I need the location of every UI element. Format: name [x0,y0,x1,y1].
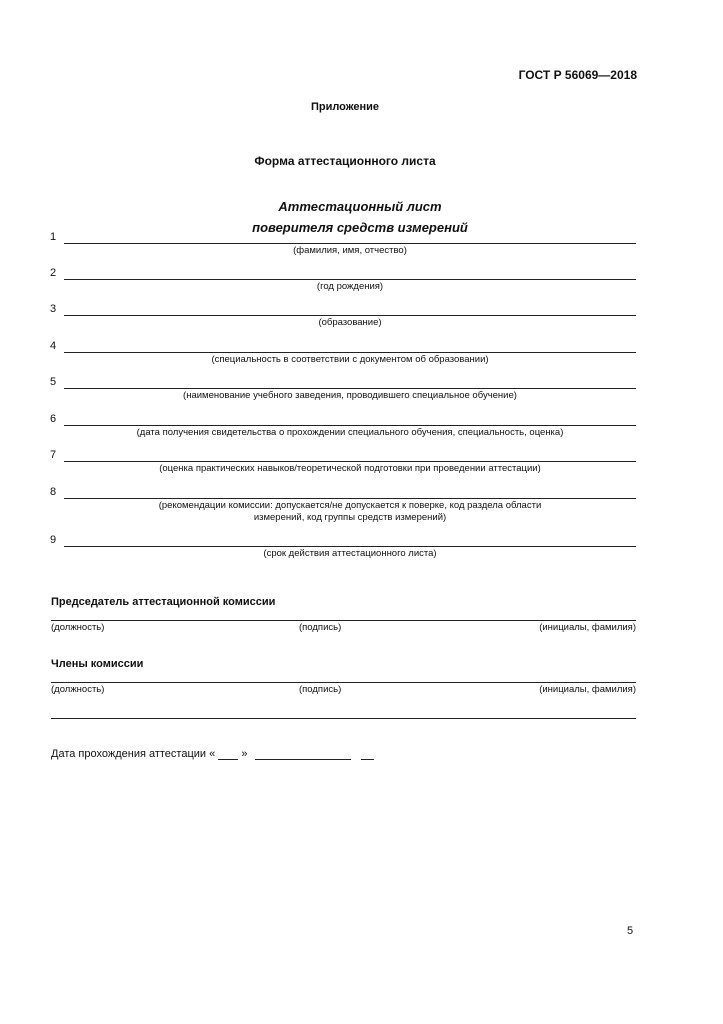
field-caption: (год рождения) [316,281,384,292]
position-label: (должность) [51,684,105,695]
field-number: 7 [50,449,57,461]
field-caption [64,500,636,524]
field-number: 9 [50,534,57,546]
field-underline [64,279,636,280]
form-title: Форма аттестационного листа [254,154,436,168]
members-heading: Члены комиссии [51,658,144,670]
field-underline [64,243,636,244]
field-underline [64,388,636,389]
chairman-signature-labels [51,622,636,634]
attestation-date [51,747,374,760]
signature-label: (подпись) [299,622,342,633]
signature-label: (подпись) [299,684,342,695]
date-year-blank[interactable] [361,747,374,760]
sheet-title-line1: Аттестационный лист [278,199,442,214]
attestation-date-quote: » [241,748,248,760]
field-caption-line1: (рекомендации комиссии: допускается/не допускается к поверке, код раздела области [158,500,542,511]
field-underline [64,498,636,499]
field-caption: (специальность в соответствии с документом об образовании) [211,354,489,365]
field-number: 2 [50,267,57,279]
position-label: (должность) [51,622,105,633]
chairman-signature-line[interactable] [51,620,636,621]
field-caption: (оценка практических навыков/теоретической подготовки при проведении аттестации) [159,463,541,474]
field-number: 4 [50,340,57,352]
sheet-title-line2: поверителя средств измерений [252,220,468,235]
name-label: (инициалы, фамилия) [539,684,636,695]
field-caption: (дата получения свидетельства о прохождении специального обучения, специальность, оценка) [136,427,564,438]
members-extra-line[interactable] [51,718,636,719]
page-number: 5 [627,925,634,937]
sheet-title [0,196,720,238]
field-caption: (образование) [318,317,382,328]
members-signature-labels [51,684,636,696]
appendix-label: Приложение [310,101,380,113]
date-month-blank[interactable] [255,747,351,760]
field-underline [64,352,636,353]
field-underline [64,546,636,547]
name-label: (инициалы, фамилия) [539,622,636,633]
field-number: 3 [50,303,57,315]
chairman-heading: Председатель аттестационной комиссии [51,596,276,608]
field-number: 1 [50,231,57,243]
field-caption: (срок действия аттестационного листа) [263,548,437,559]
field-number: 5 [50,376,57,388]
field-underline [64,315,636,316]
date-day-blank[interactable] [218,747,238,760]
field-underline [64,461,636,462]
members-signature-line[interactable] [51,682,636,683]
field-caption-line2: измерений, код группы средств измерений) [253,512,447,523]
field-underline [64,425,636,426]
attestation-date-label: Дата прохождения аттестации « [51,748,216,760]
field-number: 8 [50,486,57,498]
field-caption: (фамилия, имя, отчество) [293,245,407,256]
field-caption: (наименование учебного заведения, проводившего специальное обучение) [183,390,517,401]
standard-code: ГОСТ Р 56069—2018 [518,68,637,82]
field-number: 6 [50,413,57,425]
